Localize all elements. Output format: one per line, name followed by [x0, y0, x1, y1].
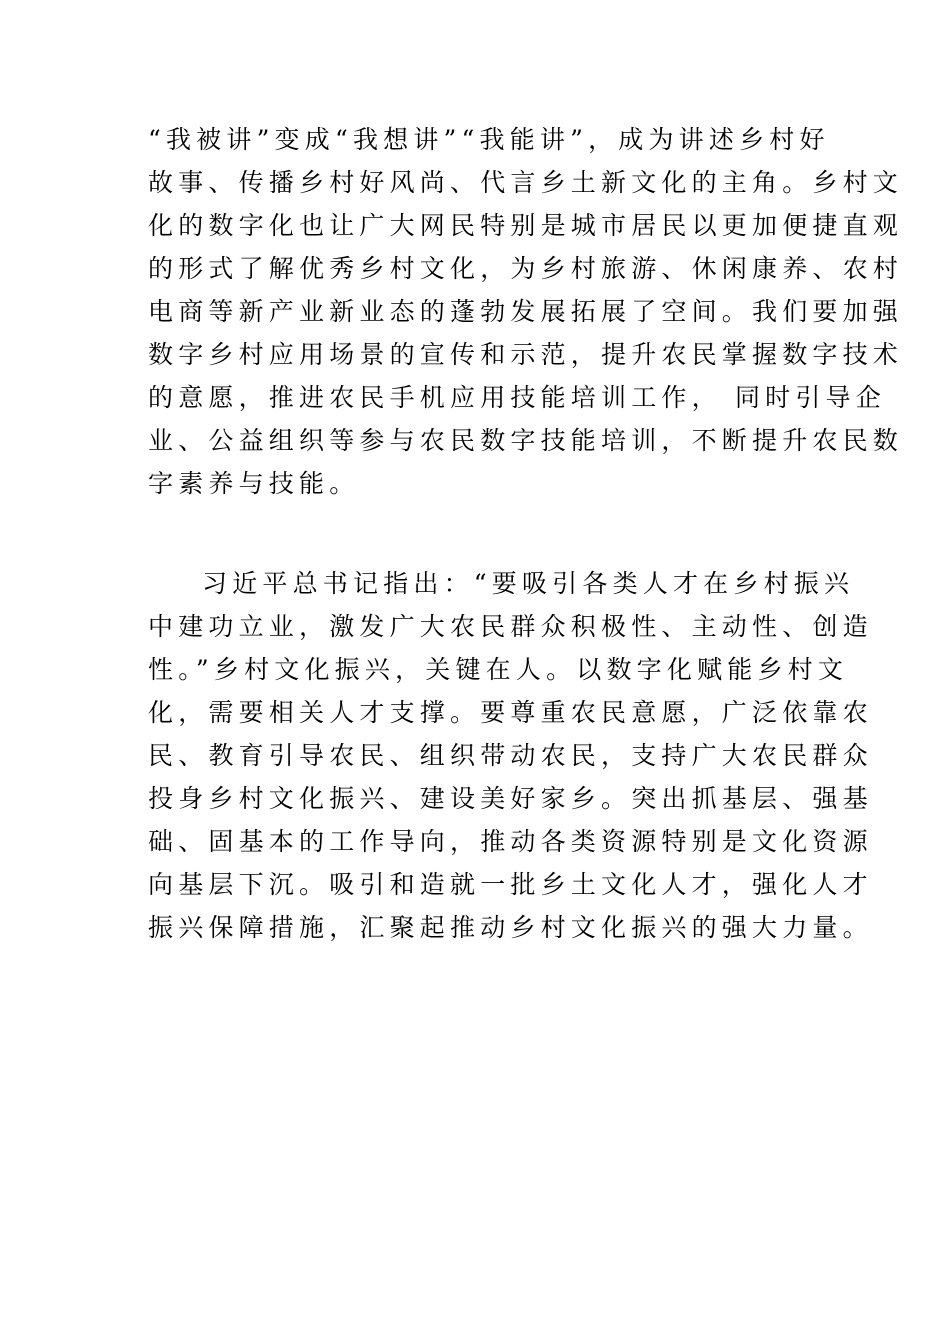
paragraph-line: 向基层下沉。吸引和造就一批乡土文化人才，强化人才 — [148, 870, 873, 899]
paragraph-line: 的意愿，推进农民手机应用技能培训工作， 同时引导企 — [148, 383, 886, 412]
paragraph-line: “我被讲”变成“我想讲”“我能讲”，成为讲述乡村好 — [148, 125, 830, 154]
paragraph-line: 民、教育引导农民、组织带动农民，支持广大农民群众 — [148, 741, 873, 770]
paragraph-line: 础、固基本的工作导向，推动各类资源特别是文化资源 — [148, 827, 873, 856]
paragraph-line: 振兴保障措施，汇聚起推动乡村文化振兴的强大力量。 — [148, 913, 873, 942]
paragraph-line: 化的数字化也让广大网民特别是城市居民以更加便捷直观 — [148, 211, 904, 240]
body-paragraph-1 — [148, 118, 904, 505]
paragraph-line: 电商等新产业新业态的蓬勃发展拓展了空间。我们要加强 — [148, 297, 904, 326]
paragraph-line: 字素养与技能。 — [148, 469, 360, 498]
paragraph-line: 习近平总书记指出：“要吸引各类人才在乡村振兴 — [202, 569, 855, 598]
paragraph-line: 故事、传播乡村好风尚、代言乡土新文化的主角。乡村文 — [148, 168, 904, 197]
paragraph-line: 化，需要相关人才支撑。要尊重农民意愿，广泛依靠农 — [148, 698, 873, 727]
body-paragraph-2 — [148, 562, 873, 949]
paragraph-line: 的形式了解优秀乡村文化，为乡村旅游、休闲康养、农村 — [148, 254, 904, 283]
paragraph-line: 业、公益组织等参与农民数字技能培训，不断提升农民数 — [148, 426, 904, 455]
paragraph-line: 数字乡村应用场景的宣传和示范，提升农民掌握数字技术 — [148, 340, 904, 369]
paragraph-line: 性。”乡村文化振兴，关键在人。以数字化赋能乡村文 — [148, 655, 849, 684]
paragraph-line: 中建功立业，激发广大农民群众积极性、主动性、创造 — [148, 612, 873, 641]
paragraph-line: 投身乡村文化振兴、建设美好家乡。突出抓基层、强基 — [148, 784, 873, 813]
